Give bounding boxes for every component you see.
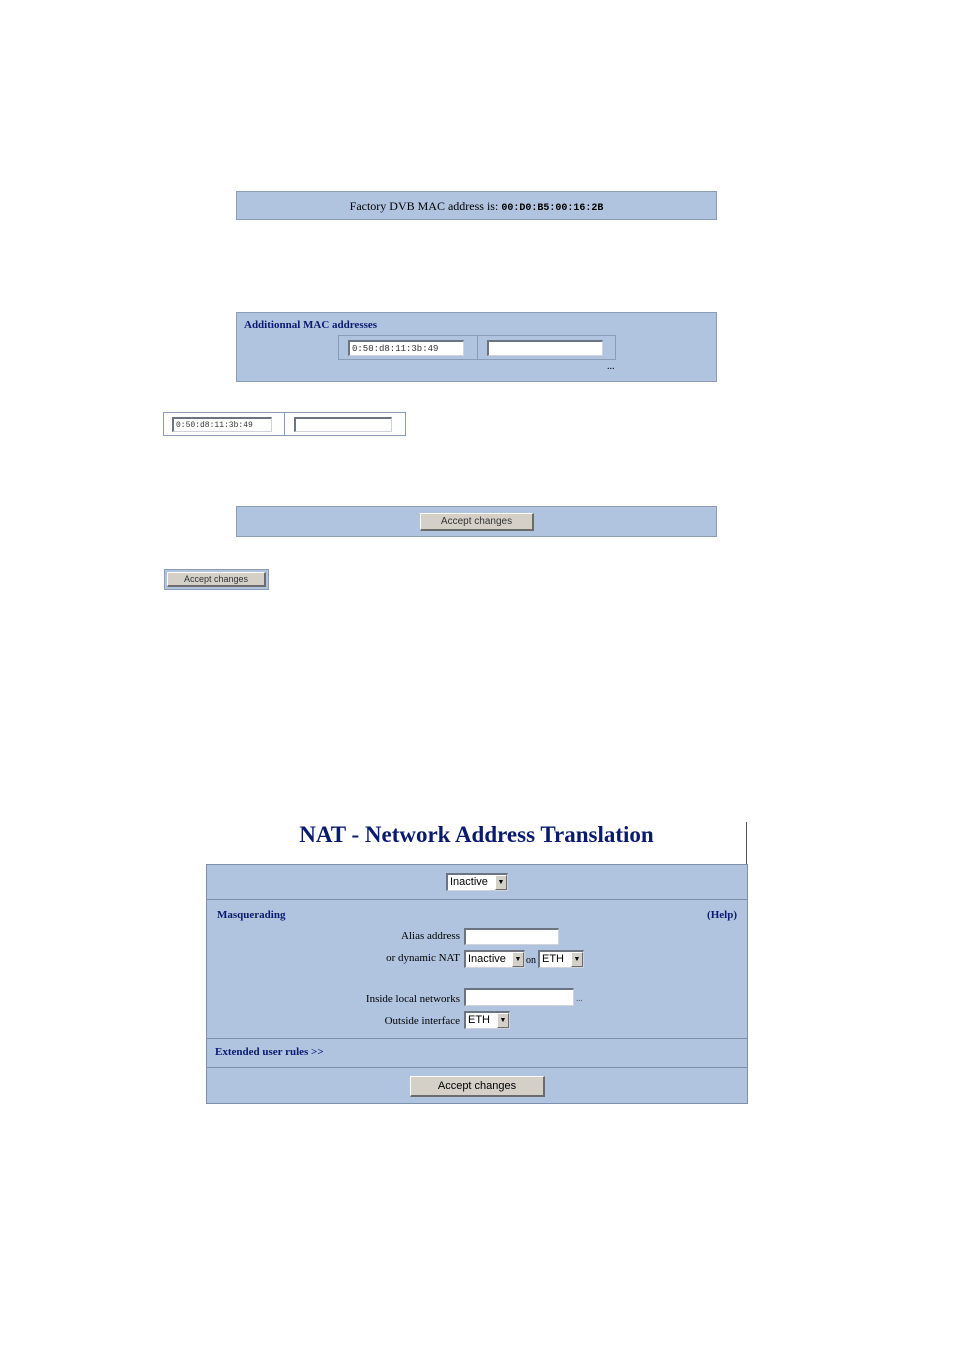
additional-mac-panel — [236, 312, 717, 382]
nat-panel — [206, 864, 748, 1104]
nat-status-value: Inactive — [450, 876, 488, 888]
accept-changes-small-wrap — [164, 569, 269, 590]
mac-row-detail — [163, 412, 406, 436]
on-label: on — [526, 955, 536, 966]
dynamic-nat-label: or dynamic NAT — [386, 952, 460, 964]
dynamic-iface-select[interactable] — [538, 950, 584, 968]
additional-mac-new-input[interactable] — [487, 340, 603, 356]
additional-mac-more[interactable]: ... — [607, 361, 615, 372]
additional-mac-title: Additionnal MAC addresses — [244, 319, 378, 331]
accept-changes-small-button[interactable]: Accept changes — [167, 572, 266, 587]
detail-mac-input[interactable] — [172, 417, 272, 432]
factory-mac-panel — [236, 191, 717, 220]
inside-networks-input[interactable] — [464, 988, 574, 1006]
alias-address-label: Alias address — [401, 930, 460, 942]
outside-interface-value: ETH — [468, 1014, 490, 1026]
factory-mac-value: 00:D0:B5:00:16:2B — [501, 203, 604, 214]
outside-interface-select[interactable] — [464, 1011, 510, 1029]
nat-accept-changes-button[interactable]: Accept changes — [410, 1076, 545, 1097]
nat-title-right-border — [746, 822, 747, 865]
detail-row-divider — [284, 413, 285, 435]
chevron-down-icon: ▼ — [571, 952, 583, 967]
inside-networks-more[interactable]: ... — [576, 993, 583, 1003]
masquerading-title: Masquerading — [217, 909, 286, 921]
help-link[interactable]: (Help) — [707, 909, 737, 921]
accept-changes-bar — [236, 506, 717, 537]
additional-mac-input[interactable] — [348, 340, 464, 356]
factory-mac-label: Factory DVB MAC address is: — [349, 199, 499, 213]
nat-divider-1 — [207, 899, 747, 900]
inside-networks-label: Inside local networks — [365, 993, 460, 1005]
nat-divider-3 — [207, 1067, 747, 1068]
additional-mac-row — [338, 335, 616, 360]
dynamic-nat-select[interactable] — [464, 950, 525, 968]
chevron-down-icon: ▼ — [497, 1013, 509, 1028]
extended-user-rules-link[interactable]: Extended user rules >> — [215, 1046, 324, 1058]
alias-address-input[interactable] — [464, 928, 559, 945]
accept-changes-button[interactable]: Accept changes — [420, 513, 534, 531]
nat-status-select[interactable] — [446, 873, 508, 891]
detail-new-input[interactable] — [294, 417, 392, 432]
nat-title: NAT - Network Address Translation — [299, 822, 654, 847]
chevron-down-icon: ▼ — [512, 952, 524, 967]
chevron-down-icon: ▼ — [495, 875, 507, 890]
additional-mac-row-divider — [477, 336, 478, 359]
factory-mac-text — [237, 199, 716, 214]
dynamic-iface-value: ETH — [542, 953, 564, 965]
dynamic-nat-value: Inactive — [468, 953, 506, 965]
outside-interface-label: Outside interface — [384, 1015, 460, 1027]
nat-divider-2 — [207, 1038, 747, 1039]
